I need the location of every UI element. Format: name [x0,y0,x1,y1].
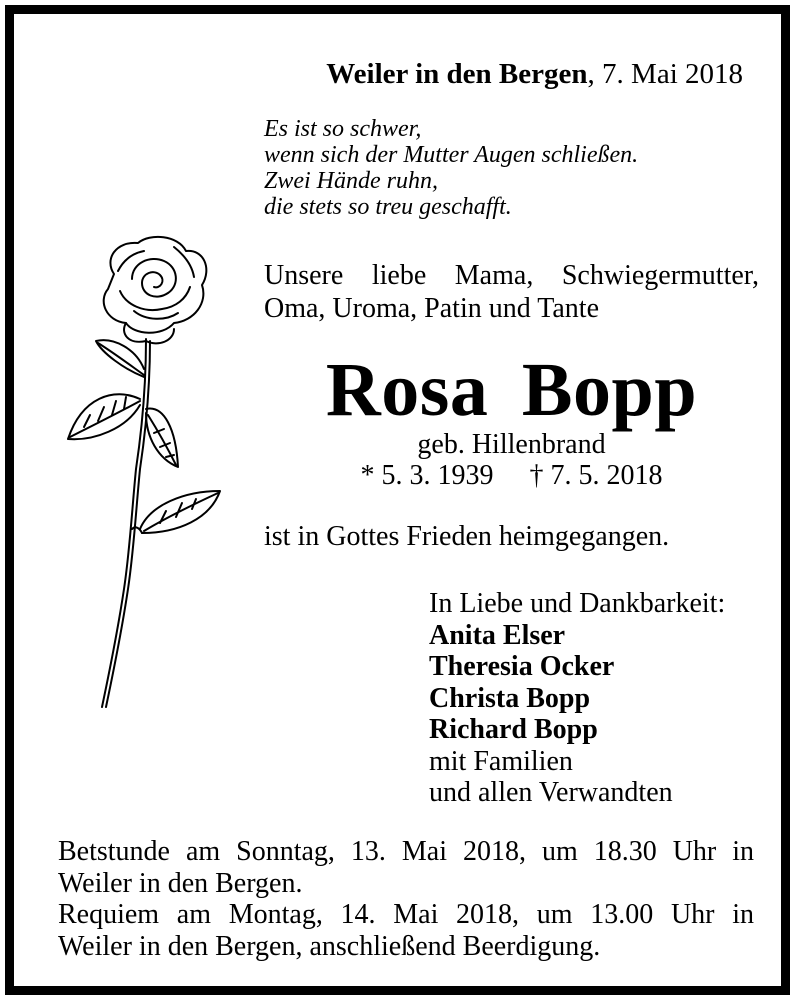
service-line: Requiem am Montag, 14. Mai 2018, um 13.00 Uhr in [58,899,754,930]
memorial-verse [264,116,638,220]
service-line: Betstunde am Sonntag, 13. Mai 2018, um 18.30 Uhr in [58,836,754,867]
mourners-list [429,588,725,809]
mourners-closing: und allen Verwandten [429,777,673,808]
verse-line: Es ist so schwer, [264,116,422,142]
death-date: † 7. 5. 2018 [529,460,663,491]
mourners-intro: In Liebe und Dankbarkeit: [429,588,726,619]
service-details [58,836,754,962]
passed-away-text: ist in Gottes Frieden heimgegangen. [264,521,670,552]
intro-text [264,259,759,325]
birth-date: * 5. 3. 1939 [360,460,494,491]
deceased-name: Rosa Bopp [325,348,698,432]
mourner-name: Richard Bopp [429,714,598,745]
maiden-name: geb. Hillenbrand [417,429,606,460]
service-line: Weiler in den Bergen. [58,867,303,899]
mourner-name: Theresia Ocker [429,651,615,682]
mourners-closing: mit Familien [429,745,573,777]
intro-line: Oma, Uroma, Patin und Tante [264,293,600,324]
verse-line: Zwei Hände ruhn, [264,168,438,194]
mourner-name: Christa Bopp [429,682,591,714]
obituary-notice [5,5,790,995]
life-dates [264,461,759,491]
notice-date: , 7. Mai 2018 [587,58,743,90]
rose-icon [54,229,234,714]
verse-line: die stets so treu geschafft. [264,194,512,220]
verse-line: wenn sich der Mutter Augen schließen. [264,142,639,168]
mourner-name: Anita Elser [429,619,566,651]
place-date-line [326,56,743,92]
service-line: Weiler in den Bergen, anschließend Beerdigung. [58,930,601,962]
place-name: Weiler in den Bergen [326,58,588,90]
intro-line: Unsere liebe Mama, Schwiegermutter, [264,260,759,291]
